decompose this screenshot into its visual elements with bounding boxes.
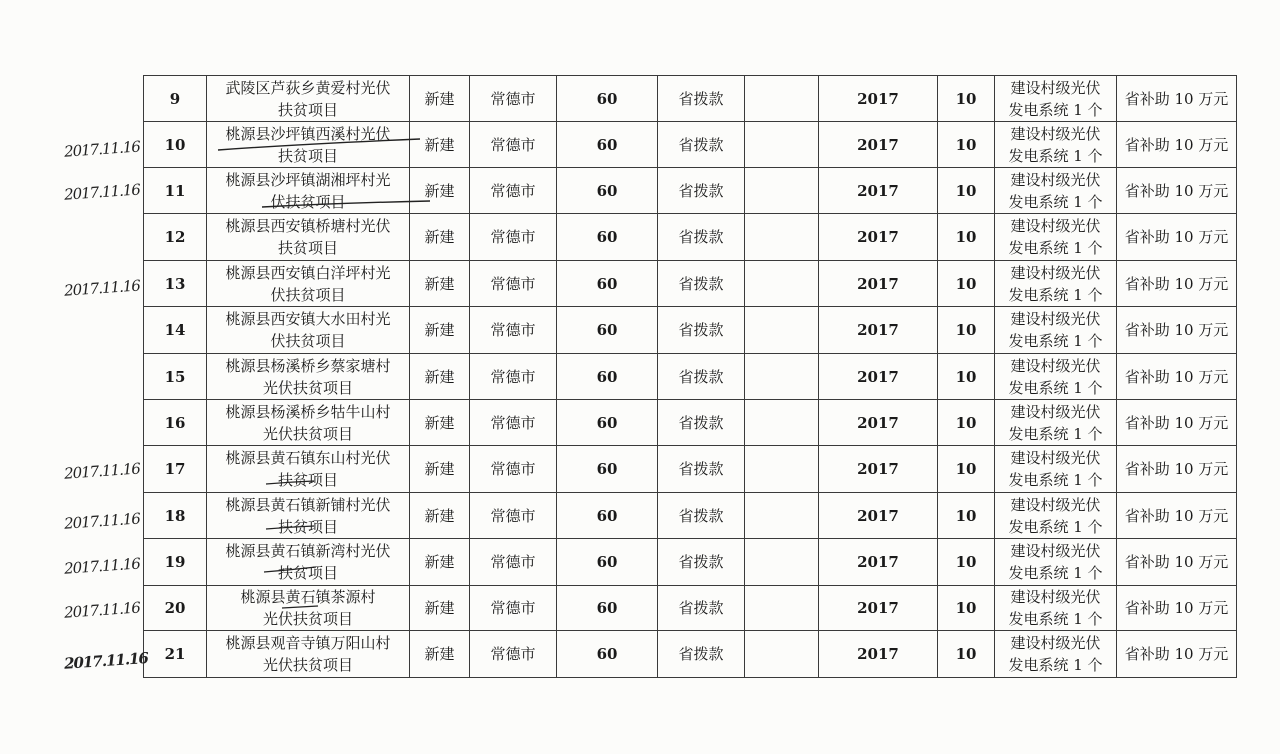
amount-cell: 10 [938, 261, 995, 307]
investment-cell: 60 [557, 586, 658, 631]
project-name-line: 扶贫项目 [277, 100, 338, 119]
remark-cell: 省补助 10 万元 [1117, 446, 1237, 493]
construction-content-line: 发电系统 1 个 [1008, 100, 1103, 119]
amount-cell: 10 [938, 493, 995, 539]
handwritten-date-annotation: 2017.11.16 [63, 509, 141, 533]
construction-content-line: 建设村级光伏 [1010, 495, 1101, 514]
fund-source-cell: 省拨款 [658, 354, 745, 400]
investment-cell: 60 [557, 400, 658, 446]
row-number-cell: 12 [144, 214, 207, 261]
city-cell: 常德市 [470, 214, 557, 261]
row-number-cell: 15 [144, 354, 207, 400]
construction-type-cell: 新建 [410, 354, 470, 400]
amount-cell: 10 [938, 586, 995, 631]
amount-cell: 10 [938, 307, 995, 354]
row-number-cell: 18 [144, 493, 207, 539]
handwritten-date-annotation: 2017.11.16 [63, 276, 141, 300]
project-name-cell [207, 354, 410, 400]
construction-type-cell: 新建 [410, 400, 470, 446]
amount-cell: 10 [938, 354, 995, 400]
investment-cell: 60 [557, 214, 658, 261]
construction-type-cell: 新建 [410, 76, 470, 122]
table-row [144, 493, 1237, 539]
handwritten-date-annotation: 2017.11.16 [63, 648, 149, 673]
project-name-line: 扶贫项目 [277, 471, 338, 489]
fund-source-cell: 省拨款 [658, 307, 745, 354]
project-name-cell [207, 446, 410, 493]
construction-content-line: 建设村级光伏 [1010, 402, 1101, 421]
investment-cell: 60 [557, 122, 658, 168]
project-name-cell [207, 539, 410, 586]
project-name-line: 桃源县沙坪镇湖湘坪村光 [225, 170, 391, 189]
handwritten-date-annotation: 2017.11.16 [63, 180, 141, 204]
construction-content-cell [995, 307, 1117, 354]
fund-source-cell: 省拨款 [658, 214, 745, 261]
amount-cell: 10 [938, 122, 995, 168]
construction-content-cell [995, 446, 1117, 493]
project-name-line: 桃源县黄石镇新铺村光伏 [225, 495, 391, 514]
construction-content-cell [995, 586, 1117, 631]
project-name-cell [207, 214, 410, 261]
blank-cell-cell [745, 446, 819, 493]
fund-source-cell: 省拨款 [658, 446, 745, 493]
fund-source-cell: 省拨款 [658, 493, 745, 539]
investment-cell: 60 [557, 539, 658, 586]
row-number-cell: 10 [144, 122, 207, 168]
handwritten-date-annotation: 2017.11.16 [63, 137, 141, 161]
fund-source-cell: 省拨款 [658, 539, 745, 586]
table-row [144, 586, 1237, 631]
project-name-line: 扶贫项目 [277, 517, 338, 536]
investment-cell: 60 [557, 168, 658, 214]
construction-type-cell: 新建 [410, 122, 470, 168]
year-cell: 2017 [819, 539, 938, 586]
investment-cell: 60 [557, 354, 658, 400]
project-name-line: 光伏扶贫项目 [262, 656, 353, 674]
city-cell: 常德市 [470, 307, 557, 354]
project-name-line: 桃源县黄石镇新湾村光伏 [225, 542, 391, 560]
construction-content-line: 发电系统 1 个 [1008, 378, 1103, 397]
blank-cell-cell [745, 354, 819, 400]
project-name-line: 扶贫项目 [277, 146, 338, 165]
construction-type-cell: 新建 [410, 631, 470, 678]
remark-cell: 省补助 10 万元 [1117, 493, 1237, 539]
project-name-line: 光伏扶贫项目 [262, 610, 353, 628]
row-number-cell: 19 [144, 539, 207, 586]
amount-cell: 10 [938, 446, 995, 493]
project-name-line: 伏扶贫项目 [270, 285, 346, 304]
table-row [144, 307, 1237, 354]
project-name-line: 桃源县杨溪桥乡牯牛山村 [225, 402, 391, 421]
investment-cell: 60 [557, 631, 658, 678]
fund-source-cell: 省拨款 [658, 122, 745, 168]
project-name-cell [207, 493, 410, 539]
blank-cell-cell [745, 122, 819, 168]
construction-content-line: 发电系统 1 个 [1008, 146, 1103, 165]
project-name-line: 桃源县黄石镇东山村光伏 [225, 449, 391, 467]
construction-content-line: 建设村级光伏 [1010, 124, 1101, 143]
city-cell: 常德市 [470, 76, 557, 122]
blank-cell-cell [745, 214, 819, 261]
construction-content-line: 建设村级光伏 [1010, 588, 1101, 606]
construction-content-line: 建设村级光伏 [1010, 170, 1101, 189]
project-name-cell [207, 122, 410, 168]
construction-content-line: 发电系统 1 个 [1008, 564, 1103, 582]
project-name-line: 桃源县西安镇桥塘村光伏 [225, 217, 391, 235]
construction-type-cell: 新建 [410, 539, 470, 586]
project-name-line: 光伏扶贫项目 [262, 378, 353, 397]
remark-cell: 省补助 10 万元 [1117, 76, 1237, 122]
construction-type-cell: 新建 [410, 168, 470, 214]
amount-cell: 10 [938, 214, 995, 261]
construction-type-cell: 新建 [410, 261, 470, 307]
amount-cell: 10 [938, 400, 995, 446]
handwritten-date-annotation: 2017.11.16 [63, 459, 141, 483]
city-cell: 常德市 [470, 168, 557, 214]
construction-content-line: 发电系统 1 个 [1008, 332, 1103, 350]
project-name-line: 扶贫项目 [277, 239, 338, 257]
construction-content-cell [995, 261, 1117, 307]
remark-cell: 省补助 10 万元 [1117, 168, 1237, 214]
year-cell: 2017 [819, 354, 938, 400]
construction-content-line: 建设村级光伏 [1010, 263, 1101, 282]
construction-content-line: 建设村级光伏 [1010, 356, 1101, 375]
project-name-line: 武陵区芦荻乡黄爱村光伏 [225, 78, 391, 97]
table-body [144, 76, 1237, 678]
construction-content-line: 建设村级光伏 [1010, 217, 1101, 235]
construction-content-cell [995, 76, 1117, 122]
row-number-cell: 16 [144, 400, 207, 446]
project-name-line: 桃源县观音寺镇万阳山村 [225, 634, 391, 652]
row-number-cell: 21 [144, 631, 207, 678]
city-cell: 常德市 [470, 261, 557, 307]
project-name-line: 桃源县西安镇大水田村光 [225, 310, 391, 328]
investment-cell: 60 [557, 307, 658, 354]
fund-source-cell: 省拨款 [658, 631, 745, 678]
blank-cell-cell [745, 631, 819, 678]
project-name-cell [207, 631, 410, 678]
city-cell: 常德市 [470, 539, 557, 586]
construction-content-cell [995, 631, 1117, 678]
construction-type-cell: 新建 [410, 307, 470, 354]
construction-content-line: 建设村级光伏 [1010, 310, 1101, 328]
project-name-line: 桃源县杨溪桥乡蔡家塘村 [225, 356, 391, 375]
construction-content-line: 发电系统 1 个 [1008, 610, 1103, 628]
year-cell: 2017 [819, 168, 938, 214]
investment-cell: 60 [557, 76, 658, 122]
construction-content-cell [995, 214, 1117, 261]
construction-type-cell: 新建 [410, 446, 470, 493]
construction-content-line: 发电系统 1 个 [1008, 471, 1103, 489]
construction-content-cell [995, 493, 1117, 539]
city-cell: 常德市 [470, 446, 557, 493]
city-cell: 常德市 [470, 586, 557, 631]
project-name-line: 桃源县黄石镇茶源村 [240, 588, 376, 606]
city-cell: 常德市 [470, 400, 557, 446]
construction-content-line: 建设村级光伏 [1010, 542, 1101, 560]
city-cell: 常德市 [470, 493, 557, 539]
investment-cell: 60 [557, 493, 658, 539]
project-name-cell [207, 307, 410, 354]
table-row [144, 261, 1237, 307]
blank-cell-cell [745, 261, 819, 307]
project-name-cell [207, 76, 410, 122]
table-row [144, 539, 1237, 586]
remark-cell: 省补助 10 万元 [1117, 400, 1237, 446]
year-cell: 2017 [819, 586, 938, 631]
table-row [144, 354, 1237, 400]
remark-cell: 省补助 10 万元 [1117, 631, 1237, 678]
year-cell: 2017 [819, 122, 938, 168]
row-number-cell: 17 [144, 446, 207, 493]
year-cell: 2017 [819, 446, 938, 493]
year-cell: 2017 [819, 631, 938, 678]
blank-cell-cell [745, 586, 819, 631]
table-row [144, 446, 1237, 493]
project-table [143, 75, 1237, 678]
fund-source-cell: 省拨款 [658, 168, 745, 214]
city-cell: 常德市 [470, 122, 557, 168]
table-row [144, 168, 1237, 214]
row-number-cell: 20 [144, 586, 207, 631]
project-name-line: 光伏扶贫项目 [262, 424, 353, 443]
amount-cell: 10 [938, 76, 995, 122]
blank-cell-cell [745, 168, 819, 214]
table-row [144, 122, 1237, 168]
handwritten-date-annotation: 2017.11.16 [63, 598, 141, 622]
row-number-cell: 9 [144, 76, 207, 122]
project-name-cell [207, 261, 410, 307]
remark-cell: 省补助 10 万元 [1117, 307, 1237, 354]
construction-content-line: 发电系统 1 个 [1008, 424, 1103, 443]
remark-cell: 省补助 10 万元 [1117, 122, 1237, 168]
fund-source-cell: 省拨款 [658, 76, 745, 122]
construction-content-line: 发电系统 1 个 [1008, 239, 1103, 257]
construction-content-cell [995, 168, 1117, 214]
blank-cell-cell [745, 400, 819, 446]
investment-cell: 60 [557, 261, 658, 307]
remark-cell: 省补助 10 万元 [1117, 354, 1237, 400]
fund-source-cell: 省拨款 [658, 400, 745, 446]
blank-cell-cell [745, 493, 819, 539]
construction-content-line: 发电系统 1 个 [1008, 192, 1103, 211]
construction-content-line: 发电系统 1 个 [1008, 285, 1103, 304]
blank-cell-cell [745, 539, 819, 586]
project-name-line: 伏扶贫项目 [270, 332, 346, 350]
blank-cell-cell [745, 76, 819, 122]
year-cell: 2017 [819, 400, 938, 446]
remark-cell: 省补助 10 万元 [1117, 261, 1237, 307]
table-row [144, 214, 1237, 261]
year-cell: 2017 [819, 493, 938, 539]
table-row [144, 631, 1237, 678]
investment-cell: 60 [557, 446, 658, 493]
city-cell: 常德市 [470, 631, 557, 678]
fund-source-cell: 省拨款 [658, 261, 745, 307]
construction-content-cell [995, 354, 1117, 400]
year-cell: 2017 [819, 261, 938, 307]
construction-type-cell: 新建 [410, 214, 470, 261]
year-cell: 2017 [819, 307, 938, 354]
project-name-cell [207, 586, 410, 631]
remark-cell: 省补助 10 万元 [1117, 214, 1237, 261]
handwritten-date-annotation: 2017.11.16 [63, 554, 141, 578]
remark-cell: 省补助 10 万元 [1117, 586, 1237, 631]
construction-content-line: 发电系统 1 个 [1008, 656, 1103, 674]
row-number-cell: 13 [144, 261, 207, 307]
project-name-line: 桃源县沙坪镇西溪村光伏 [225, 124, 391, 143]
table-row [144, 76, 1237, 122]
row-number-cell: 14 [144, 307, 207, 354]
construction-content-cell [995, 539, 1117, 586]
construction-content-cell [995, 400, 1117, 446]
construction-type-cell: 新建 [410, 586, 470, 631]
project-name-line: 伏扶贫项目 [270, 192, 346, 211]
project-name-cell [207, 400, 410, 446]
year-cell: 2017 [819, 214, 938, 261]
blank-cell-cell [745, 307, 819, 354]
city-cell: 常德市 [470, 354, 557, 400]
project-name-cell [207, 168, 410, 214]
row-number-cell: 11 [144, 168, 207, 214]
remark-cell: 省补助 10 万元 [1117, 539, 1237, 586]
fund-source-cell: 省拨款 [658, 586, 745, 631]
construction-content-cell [995, 122, 1117, 168]
construction-content-line: 建设村级光伏 [1010, 78, 1101, 97]
construction-type-cell: 新建 [410, 493, 470, 539]
construction-content-line: 建设村级光伏 [1010, 449, 1101, 467]
construction-content-line: 建设村级光伏 [1010, 634, 1101, 652]
amount-cell: 10 [938, 631, 995, 678]
project-name-line: 扶贫项目 [277, 564, 338, 582]
amount-cell: 10 [938, 539, 995, 586]
amount-cell: 10 [938, 168, 995, 214]
construction-content-line: 发电系统 1 个 [1008, 517, 1103, 536]
table-row [144, 400, 1237, 446]
project-name-line: 桃源县西安镇白洋坪村光 [225, 263, 391, 282]
year-cell: 2017 [819, 76, 938, 122]
